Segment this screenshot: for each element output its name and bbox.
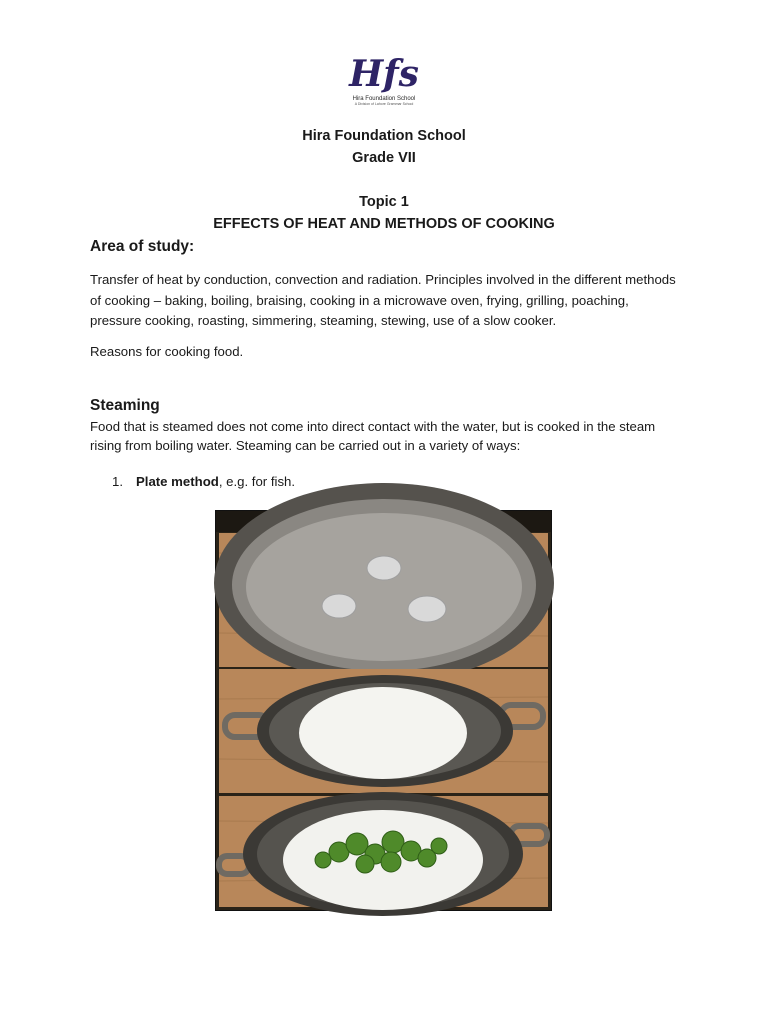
steaming-figure [216,511,551,910]
panel-pan-with-broccoli [219,796,548,907]
area-of-study-paragraph: Transfer of heat by conduction, convection and radiation. Principles involved in the different methods of cooking – baking, boiling, braising, cooking in a microwave oven, frying, grilling, poaching, pressure cooking, roasting, simmering, steaming, stewing, use of a slow cooker. [90,272,676,328]
hfs-monogram-icon [349,50,419,95]
reasons-paragraph: Reasons for cooking food. [90,344,244,359]
list-rest: , e.g. for fish. [218,474,296,489]
panel-pan-with-plate [219,669,548,793]
steaming-heading: Steaming [90,397,160,414]
logo-school-name: Hira Foundation School [352,96,416,102]
panel-pan-with-foil [219,533,548,667]
topic-number: Topic 1 [359,194,409,210]
topic-title: EFFECTS OF HEAT AND METHODS OF COOKING [213,216,555,232]
svg-text:Hfs: Hfs [349,53,419,95]
school-logo [340,50,428,106]
list-item [112,474,295,489]
steaming-paragraph: Food that is steamed does not come into direct contact with the water, but is cooked in the steam rising from boiling water. Steaming can be carried out in a variety of ways: [90,419,656,453]
area-of-study-heading: Area of study: [90,238,195,255]
list-bold-term: Plate method [136,474,219,489]
school-title: Hira Foundation School [302,128,466,144]
grade-title: Grade VII [352,150,416,166]
list-number: 1. [112,474,123,489]
logo-tagline: A Division of Lahore Grammar School [354,102,414,106]
